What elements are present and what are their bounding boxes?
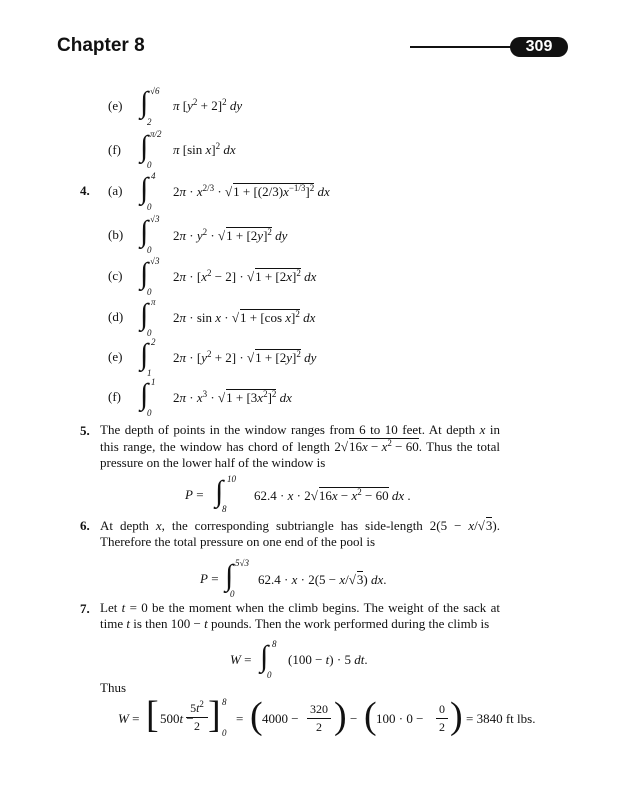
integrand-4c: $2\pi \cdot [x^2 - 2] \cdot √1 + [2x]^2$ dx	[173, 268, 317, 284]
integrand-7: (100 − t) · 5 dt.	[288, 652, 368, 667]
integral-sign: ∫	[140, 130, 149, 163]
chapter-title: Chapter 8	[57, 35, 145, 56]
lower-limit: 2	[147, 117, 152, 127]
equation-lhs: P =	[185, 487, 204, 502]
integral-sign: ∫	[140, 298, 149, 331]
integral-sign: ∫	[140, 378, 149, 411]
upper-limit: √3	[150, 214, 160, 224]
integral-sign: ∫	[215, 475, 224, 508]
integral-sign: ∫	[140, 86, 149, 119]
lower-limit: 0	[147, 160, 152, 170]
problem-text: At depth x, the corresponding subtriangle has side-length 2(5 − x/√3). Therefore the total pressure on one end of the pool is	[100, 518, 500, 549]
integral-sign: ∫	[140, 215, 149, 248]
item-label-3e: (e)	[108, 98, 123, 113]
integral-sign: ∫	[140, 172, 149, 205]
integrand-3f: π [sin x]$^2$ dx	[173, 141, 236, 157]
lower-limit: 8	[222, 504, 227, 514]
problem-number: 7.	[80, 601, 90, 616]
item-label-4c: (c)	[108, 268, 123, 283]
upper-limit: 10	[227, 474, 236, 484]
problem-number: 6.	[80, 518, 90, 533]
integral-sign: ∫	[140, 257, 149, 290]
term-4000: 4000 −	[262, 711, 299, 726]
right-paren: )	[334, 695, 347, 737]
upper-limit: 8	[272, 639, 277, 649]
item-label-4e: (e)	[108, 349, 123, 364]
lower-limit: 0	[147, 245, 152, 255]
integrand-4a: $2\pi \cdot x^{2/3} \cdot √1 + [(2/3)x^{-1/3}]^2$ dx	[173, 183, 330, 199]
right-paren: )	[450, 695, 463, 737]
term-500t: 500t −	[160, 711, 194, 726]
lower-limit: 0	[147, 287, 152, 297]
equals-sign: =	[236, 711, 244, 726]
left-bracket: [	[146, 694, 159, 736]
upper-limit: 4	[151, 171, 156, 181]
upper-limit: √6	[150, 86, 160, 96]
upper-limit: 8	[222, 697, 227, 707]
problem-number: 4.	[80, 183, 90, 198]
result-value: = 3840 ft lbs.	[466, 711, 536, 726]
integral-sign: ∫	[225, 559, 234, 592]
integrand-4e: $2\pi \cdot [y^2 + 2] \cdot √1 + [2y]^2$ dy	[173, 349, 317, 365]
problem-text: The depth of points in the window ranges from 6 to 10 feet. At depth x in this range, the window has chord of length $2√16x - x^2 - 60$. Thus the total pressure on the lower half of the window is	[100, 422, 500, 470]
integrand-6: 62.4 · x · 2(5 − x/√3) dx.	[258, 572, 387, 587]
integral-sign: ∫	[140, 338, 149, 371]
item-label-4a: (a)	[108, 183, 123, 198]
integral-sign: ∫	[260, 640, 269, 673]
equation-lhs: W =	[118, 711, 140, 726]
lower-limit: 0	[147, 328, 152, 338]
fraction-320-over-2: 320 2	[307, 702, 331, 735]
header-rule	[410, 46, 522, 48]
thus-label: Thus	[100, 680, 126, 695]
lower-limit: 0	[267, 670, 272, 680]
problem-number: 5.	[80, 423, 90, 438]
equation-lhs: W =	[230, 652, 252, 667]
integrand-4b: $2\pi \cdot y^2 \cdot √1 + [2y]^2$ dy	[173, 227, 288, 243]
equation-lhs: P =	[200, 571, 219, 586]
integrand-4d: 2π · sin x · √1 + [cos x]$^2$ dx	[173, 309, 316, 325]
left-paren: (	[250, 695, 263, 737]
upper-limit: 2	[151, 337, 156, 347]
minus-sign: −	[350, 711, 358, 726]
item-label-4f: (f)	[108, 389, 121, 404]
lower-limit: 0	[147, 202, 152, 212]
page-number-badge: 309	[510, 37, 568, 57]
right-bracket: ]	[208, 694, 221, 736]
lower-limit: 1	[147, 368, 152, 378]
upper-limit: π/2	[150, 129, 162, 139]
left-paren: (	[364, 695, 377, 737]
upper-limit: 1	[151, 377, 156, 387]
problem-text: Let t = 0 be the moment when the climb begins. The weight of the sack at time t is then 100 − t pounds. Then the work performed during the climb is	[100, 600, 500, 631]
fraction-5t2-over-2: $5t^2$ 2	[186, 701, 208, 734]
item-label-4b: (b)	[108, 227, 124, 242]
lower-limit: 0	[222, 728, 227, 738]
fraction-0-over-2: 0 2	[436, 702, 448, 735]
item-label-3f: (f)	[108, 142, 121, 157]
integrand-5: $62.4 \cdot x \cdot 2√16x - x^2 - 60$ dx .	[254, 487, 411, 503]
integrand-3e: π $[y^2 + 2]^2$ dy	[173, 97, 243, 113]
upper-limit: 5√3	[235, 558, 249, 568]
lower-limit: 0	[147, 408, 152, 418]
item-label-4d: (d)	[108, 309, 124, 324]
upper-limit: √3	[150, 256, 160, 266]
integrand-4f: $2\pi \cdot x^3 \cdot √1 + [3x^2]^2$ dx	[173, 389, 292, 405]
lower-limit: 0	[230, 589, 235, 599]
term-100-0: 100 · 0 −	[376, 711, 424, 726]
upper-limit: π	[151, 297, 156, 307]
